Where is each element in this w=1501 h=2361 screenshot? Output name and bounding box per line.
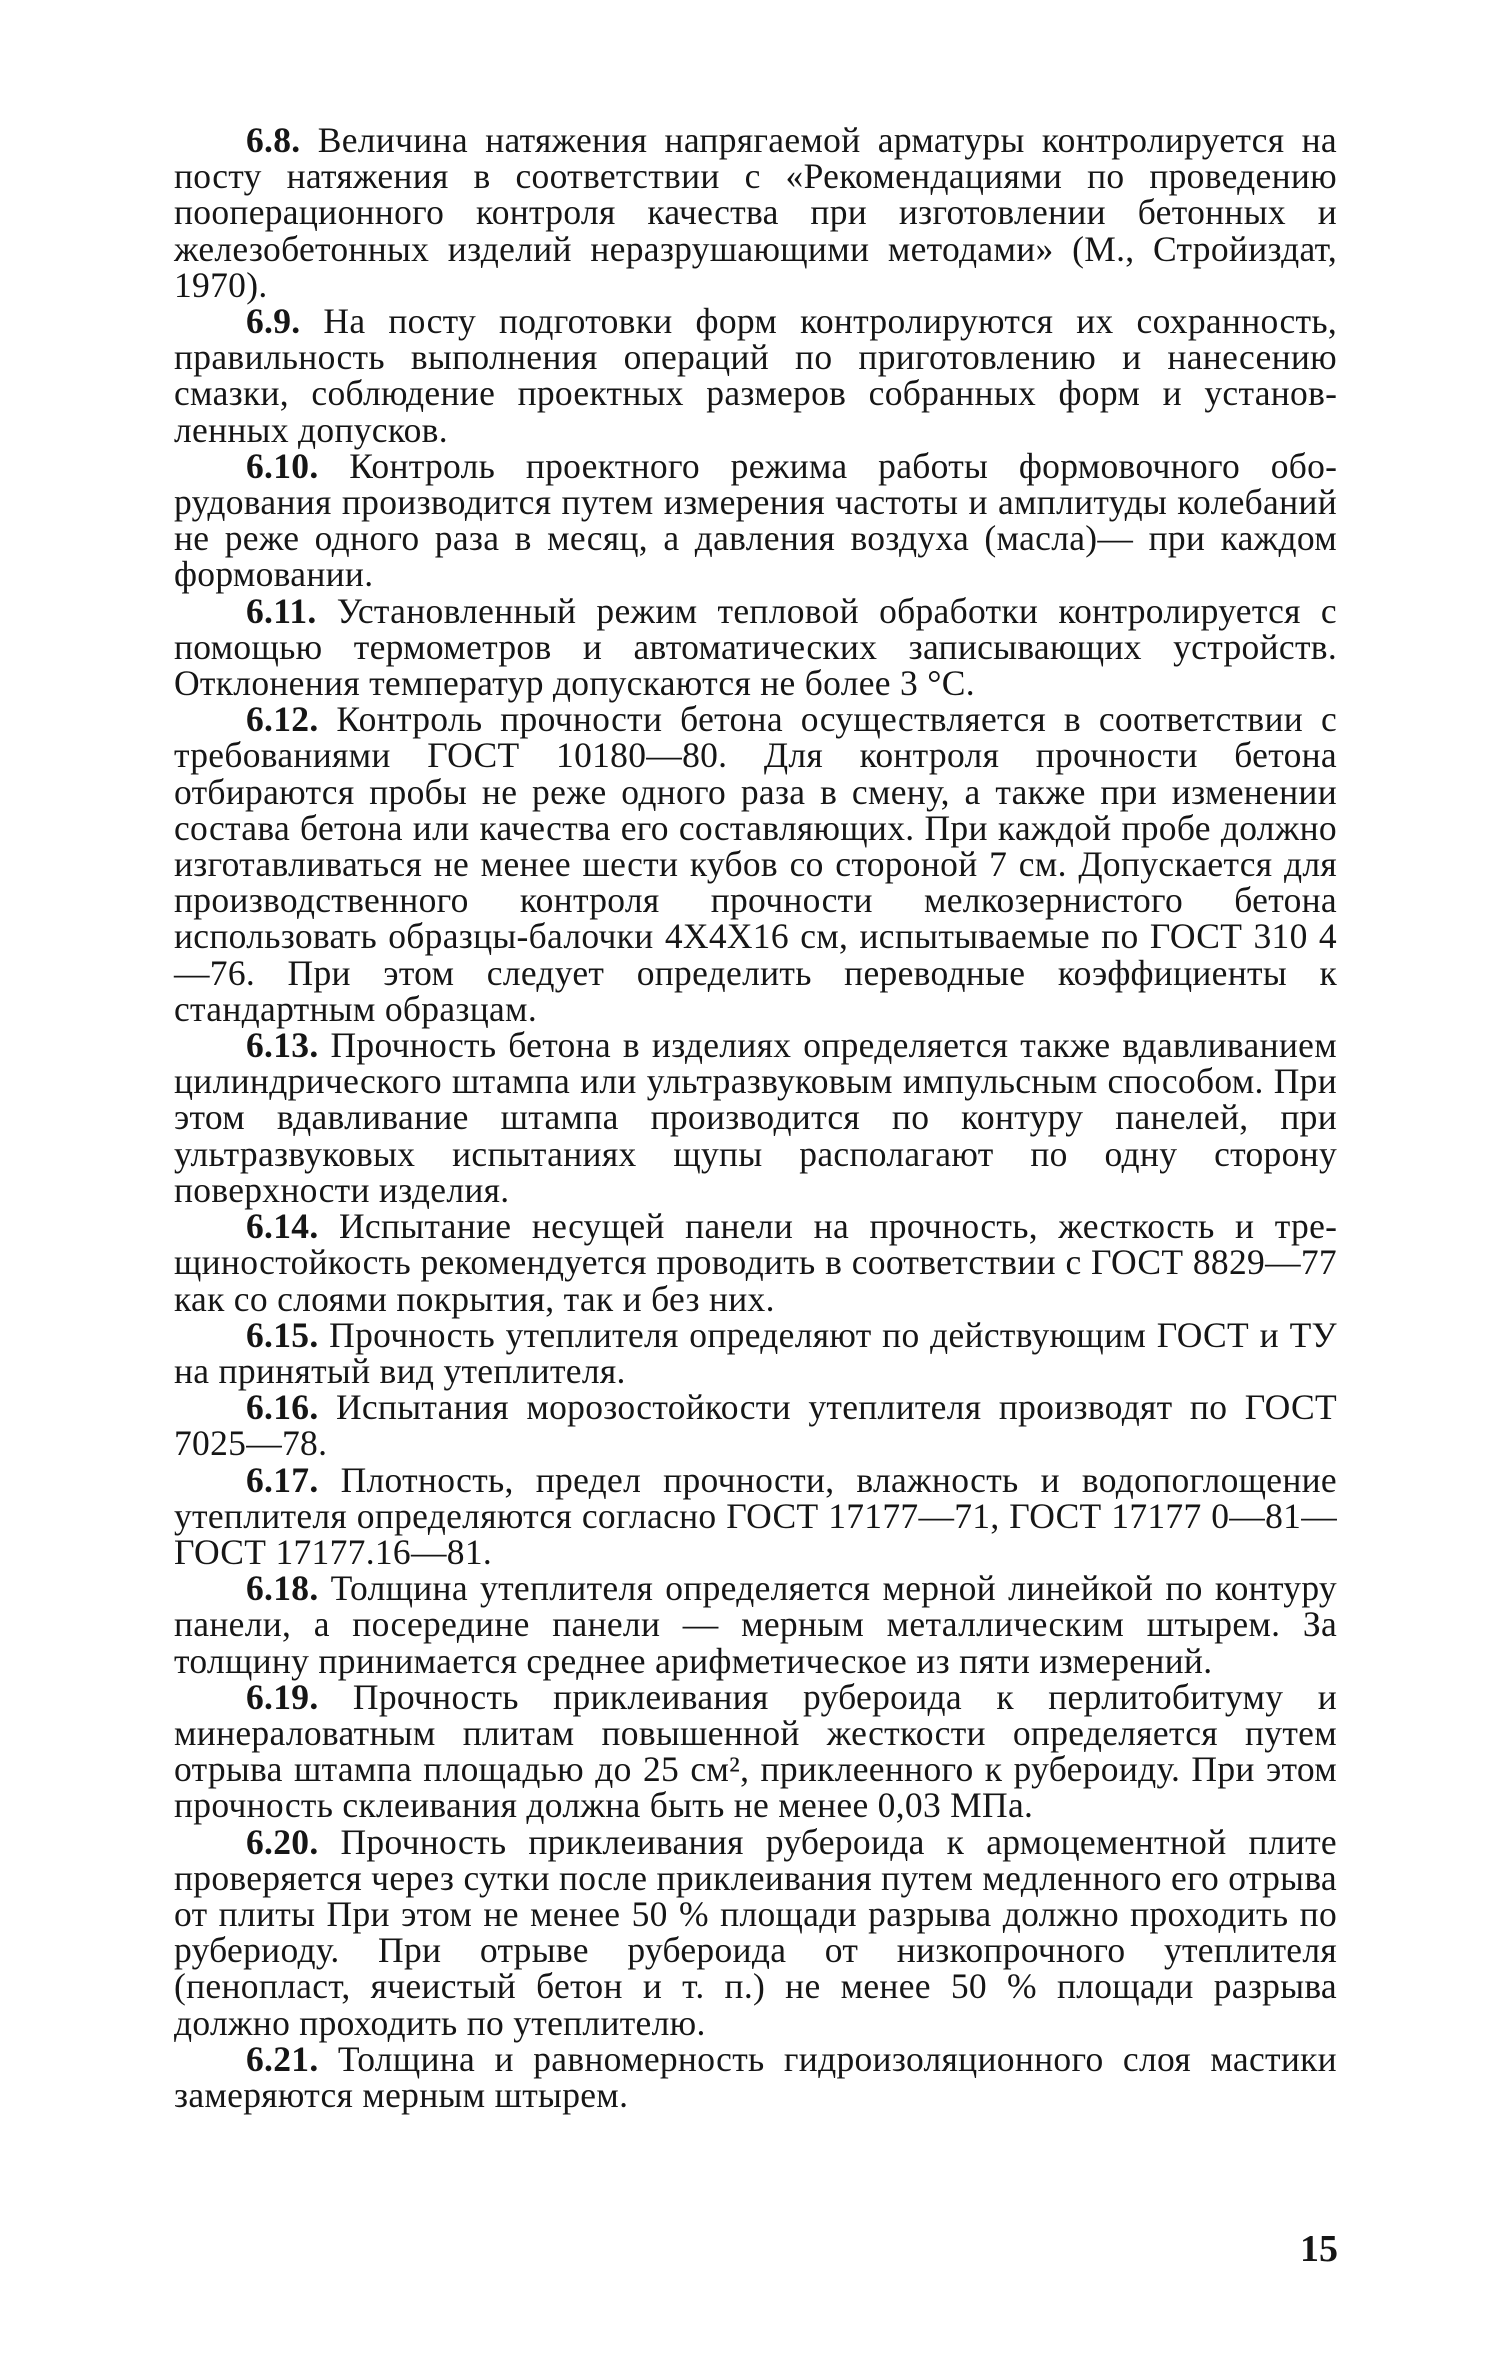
paragraph-number: 6.19. [246, 1676, 319, 1717]
paragraph-text: Прочность бетона в изделиях определяется также вдавливанием цилиндрического штампа или ультразвуковым импульсным способом. При этом вдавливание штампа производится по контуру панелей, при ультразвуковых испытаниях щупы располагают по одну сторону поверхности изделия. [174, 1025, 1337, 1210]
paragraph-text: Испытание несущей панели на прочность, жесткость и трещиностойкость рекомендуется проводить в соответствии с ГОСТ 8829—77 как со слоями покрытия, так и без них. [174, 1206, 1337, 1319]
paragraph-number: 6.21. [246, 2038, 319, 2079]
paragraph-6-19 [174, 1676, 1337, 1826]
paragraph-text: Толщина и равномерность гидроизоляционного слоя мастики замеряются мерным штырем. [174, 2038, 1337, 2115]
paragraph-number: 6.12. [246, 699, 319, 740]
paragraph-text: Прочность приклеивания рубероида к армоцементной плите проверяется через сутки после приклеивания путем медленного его отрыва от плиты При этом не менее 50 % площади разрыва должно проходить по рубериоду. При отрыве рубероида от низкопрочного утеплителя (пенопласт, ячеистый бетон и т. п.) не менее 50 % площади разрыва должно проходить по утеплителю. [174, 1821, 1337, 2043]
paragraph-6-16 [174, 1387, 1337, 1464]
paragraph-number: 6.18. [246, 1568, 319, 1609]
paragraph-number: 6.8. [246, 120, 301, 160]
document-page [174, 122, 1337, 2113]
paragraph-6-9 [174, 303, 1337, 448]
paragraph-text: Испытания морозостойкости утеплителя производят по ГОСТ 7025—78. [174, 1387, 1337, 1464]
paragraph-6-11 [174, 590, 1337, 704]
paragraph-text: На посту подготовки форм контролируются их сохранность, правильность выполнения операций по приготовлению и нанесению смазки, соблюдение проектных размеров собранных форм и установленных допусков. [174, 301, 1337, 450]
paragraph-6-17 [174, 1459, 1337, 1572]
paragraph-text: Толщина утеплителя определяется мерной линейкой по контуру панели, а посередине панели — мерным металлическим штырем. За толщину принимается среднее арифметическое из пяти измерений. [174, 1568, 1337, 1681]
paragraph-text: Плотность, предел прочности, влажность и водопоглощение утеплителя определяются согласно ГОСТ 17177—71, ГОСТ 17177 0—81—ГОСТ 17177.16—81. [174, 1459, 1337, 1572]
paragraph-6-18 [174, 1570, 1337, 1679]
paragraph-6-13 [174, 1027, 1337, 1208]
paragraph-text: Контроль проектного режима работы формовочного оборудования производится путем измерения частоты и амплитуды колебаний не реже одного раза в месяц, а давления воздуха (масла)— при каждом формовании. [174, 445, 1337, 595]
paragraph-6-10 [174, 445, 1337, 595]
paragraph-text: Величина натяжения напрягаемой арматуры контролируется на посту натяжения в соответствии с «Рекомендациями по проведению пооперационного контроля качества при изготовлении бетонных и железобетонных изделий неразрушающими методами» (М., Стройиздат, 1970). [174, 120, 1337, 305]
paragraph-number: 6.11. [246, 590, 317, 631]
paragraph-number: 6.14. [246, 1206, 319, 1247]
paragraph-6-15 [174, 1314, 1337, 1391]
paragraph-number: 6.13. [246, 1025, 319, 1066]
paragraph-number: 6.17. [246, 1459, 319, 1500]
paragraph-number: 6.20. [246, 1821, 319, 1862]
paragraph-number: 6.15. [246, 1314, 319, 1355]
paragraph-6-8 [174, 122, 1337, 303]
paragraph-text: Контроль прочности бетона осуществляется в соответствии с требованиями ГОСТ 10180—80. Для контроля прочности бетона отбираются пробы не реже одного раза в смену, а также при изменении состава бетона или качества его составляющих. При каждой пробе должно изготавливаться не менее шести кубов со стороной 7 см. Допускается для производственного контроля прочности мелкозернистого бетона использовать образцы-балочки 4Х4Х16 см, испытываемые по ГОСТ 310 4—76. При этом следует определить переводные коэффициенты к стандартным образцам. [174, 699, 1337, 1029]
paragraph-text: Прочность приклеивания рубероида к перлитобитуму и минераловатным плитам повышенной жесткости определяется путем отрыва штампа площадью до 25 см², приклеенного к рубероиду. При этом прочность склеивания должна быть не менее 0,03 МПа. [174, 1676, 1337, 1826]
paragraph-6-20 [174, 1821, 1337, 2043]
paragraph-6-12 [174, 701, 1337, 1027]
paragraph-number: 6.16. [246, 1387, 319, 1428]
paragraph-number: 6.10. [246, 445, 319, 486]
page-number: 15 [1300, 2228, 1338, 2270]
paragraph-6-14 [174, 1208, 1337, 1317]
paragraph-number: 6.9. [246, 301, 301, 342]
paragraph-6-21 [174, 2038, 1337, 2115]
paragraph-text: Прочность утеплителя определяют по действующим ГОСТ и ТУ на принятый вид утеплителя. [174, 1314, 1337, 1391]
paragraph-text: Установленный режим тепловой обработки контролируется с помощью термометров и автоматических записывающих устройств. Отклонения температур допускаются не более 3 °С. [174, 590, 1337, 704]
